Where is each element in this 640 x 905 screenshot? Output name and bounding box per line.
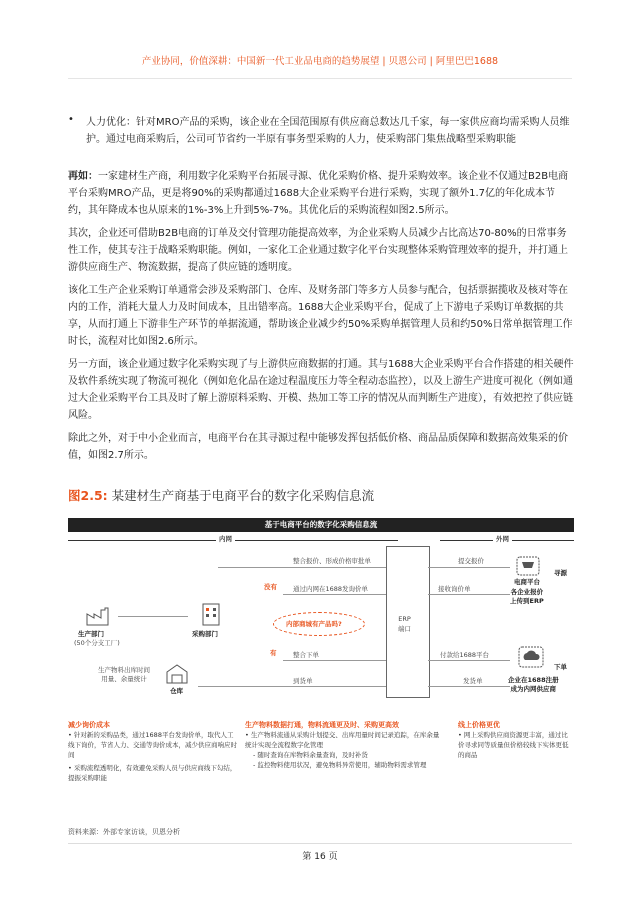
erp-label: ERP 端口 bbox=[398, 615, 411, 633]
warehouse-icon bbox=[166, 664, 188, 684]
diagram-banner: 基于电商平台的数字化采购信息流 bbox=[68, 518, 574, 532]
flow-delivery: 发货单 bbox=[463, 677, 483, 685]
note-head: 减少询价成本 bbox=[68, 721, 110, 729]
footer-divider bbox=[68, 843, 572, 844]
note-item: • 网上采购供应商资源更丰富，通过比价寻求同等质量但价格较线下实体更低的商品 bbox=[458, 731, 569, 759]
note-item: - 随时查询在库物料余量查询，及时补货 bbox=[253, 751, 368, 759]
figure-title bbox=[68, 486, 374, 504]
ordering-label: 下单 bbox=[554, 663, 567, 671]
figure-number: 图2.5: bbox=[68, 488, 108, 503]
flow-line bbox=[428, 686, 510, 687]
bullet-item bbox=[68, 114, 574, 148]
paragraph-3 bbox=[68, 282, 574, 350]
flow-receive-inquiry: 接收询价单 bbox=[438, 585, 471, 593]
bullet-text: 人力优化：针对MRO产品的采购，该企业在全国范围原有供应商总数达几千家，每一家供应商均需采购人员维护。通过电商采购后，公司可节省约一半原有事务型采购的人力，使采购部门集焦战略型采购职能 bbox=[86, 117, 570, 145]
paragraph-2 bbox=[68, 225, 574, 276]
paragraph-text: 除此之外，对于中小企业而言，电商平台在其寻源过程中能够发挥包括低价格、商品品质保障和数据高效集采的价值，如图2.7所示。 bbox=[68, 433, 568, 461]
flow-line bbox=[283, 660, 386, 661]
note-head: 线上价格更优 bbox=[458, 721, 500, 729]
note-col-3 bbox=[458, 720, 574, 760]
bullet-dot: • bbox=[68, 114, 74, 125]
note-head: 生产物料数据打通，物料流通更及时、采购更高效 bbox=[245, 721, 399, 729]
note-item: • 针对新的采购品类，通过1688平台发询价单，取代人工线下询价，节省人力、交通等询价成本，减少供应商响应时间 bbox=[68, 731, 237, 759]
note-text: 随时查询在库物料余量查询，及时补货 bbox=[257, 751, 368, 759]
flow-diagram bbox=[68, 518, 574, 708]
page-number: 第 16 页 bbox=[302, 852, 338, 862]
paragraph-lead: 再如： bbox=[68, 171, 98, 182]
supplier-note: 各企业报价 上传到ERP bbox=[510, 588, 544, 605]
flow-arrival: 到货单 bbox=[293, 677, 313, 685]
paragraph-text: 另一方面，该企业通过数字化采购实现了与上游供应商数据的打通。其与1688大企业采购平台合作搭建的相关硬件及软件系统实现了物流可视化（例如危化品在途过程温度压力等全程动态监控），以及上游生产进度可视化（例如通过大企业采购平台工具及时了解上游原料采购、开模、热加工等工序的情况从而判断生产进度），有效把控了供应链风险。 bbox=[68, 359, 574, 421]
flow-integrate-order: 整合下单 bbox=[293, 651, 319, 659]
paragraph-1 bbox=[68, 168, 574, 219]
outer-label: 外网 bbox=[493, 534, 512, 543]
flow-pay: 付款给1688平台 bbox=[440, 651, 490, 659]
yes-label: 有 bbox=[270, 649, 277, 657]
enterprise-note: 企业在1688注册 成为内网供应商 bbox=[508, 676, 559, 693]
flow-line bbox=[428, 660, 510, 661]
note-text: 网上采购供应商资源更丰富，通过比价寻求同等质量但价格较线下实体更低的商品 bbox=[458, 731, 569, 759]
paragraph-4 bbox=[68, 356, 574, 424]
no-label: 没有 bbox=[264, 583, 277, 591]
paragraph-text: 其次，企业还可借助B2B电商的订单及交付管理功能提高效率，为企业采购人员减少占比高达70-80%的日常事务性工作，使其专注于战略采购职能。例如，一家化工企业通过数字化平台实现整体采购管理效率的提升，并打通上游供应商生产、物流数据，提高了供应链的透明度。 bbox=[68, 228, 568, 273]
note-item: • 生产物料流通从采购计划提交、出库用量时间记录追踪，在库余量统计实现全流程数字化管理 bbox=[245, 731, 440, 749]
flow-inquiry: 通过内网在1688发询价单 bbox=[293, 585, 369, 593]
purchase-dept: 采购部门 bbox=[192, 630, 218, 638]
flow-line bbox=[218, 567, 386, 568]
flow-usage: 生产物料出库时间 用量、余量统计 bbox=[98, 666, 150, 683]
cloud-icon bbox=[518, 646, 544, 668]
flow-line bbox=[428, 567, 510, 568]
note-item: - 监控物料使用状况，避免物料异常使用，辅助物料需求管理 bbox=[253, 761, 427, 769]
flow-line bbox=[428, 594, 510, 595]
flow-line bbox=[118, 616, 188, 617]
paragraph-5 bbox=[68, 430, 574, 464]
flow-submit-quote: 提交报价 bbox=[458, 557, 484, 565]
flow-line bbox=[198, 686, 386, 687]
note-text: 采购流程透明化，有效避免采购人员与供应商线下勾结，提振采购职能 bbox=[68, 764, 237, 782]
question-label: 内部商城有产品吗? bbox=[286, 620, 342, 628]
flow-line bbox=[283, 594, 386, 595]
building-icon bbox=[200, 602, 222, 626]
factory-icon bbox=[86, 606, 114, 626]
note-item: • 采购流程透明化，有效避免采购人员与供应商线下勾结，提振采购职能 bbox=[68, 764, 237, 782]
source-note: 资料来源：外部专家访谈，贝恩分析 bbox=[68, 828, 180, 836]
sourcing-label: 寻源 bbox=[554, 569, 567, 577]
paragraph-text: 一家建材生产商，利用数字化采购平台拓展寻源、优化采购价格、提升采购效率。该企业不仅通过B2B电商平台采购MRO产品，更是将90%的采购都通过1688大企业采购平台进行采购，实现了额外1.7亿的年化成本节约，其年降成本也从原来的1%-3%上升到5%-7%。其优化后的采购流程如图2.5所示。 bbox=[68, 171, 569, 216]
paragraph-text: 该化工生产企业采购订单通常会涉及采购部门、仓库、及财务部门等多方人员参与配合，包括票据揽收及核对等在内的工作，消耗大量人力及时间成本，且出错率高。1688大企业采购平台，促成了上下游电子采购订单数据的共享，从而打通上下游非生产环节的单据流通，帮助该企业减少约50%采购单据管理人员和约50%日常单据管理工作时长，流程对比如图2.6所示。 bbox=[68, 285, 573, 347]
page-header: 产业协同，价值深耕：中国新一代工业品电商的趋势展望 | 贝恩公司 | 阿里巴巴1688 bbox=[141, 56, 499, 67]
production-dept: 生产部门 bbox=[78, 630, 104, 638]
note-text: 监控物料使用状况，避免物料异常使用，辅助物料需求管理 bbox=[257, 761, 427, 769]
note-col-1 bbox=[68, 720, 238, 783]
note-col-2 bbox=[245, 720, 445, 770]
flow-quote-form: 整合报价、形成价格审批单 bbox=[293, 557, 371, 565]
body-paragraphs bbox=[68, 168, 574, 464]
note-text: 生产物料流通从采购计划提交、出库用量时间记录追踪，在库余量统计实现全流程数字化管理 bbox=[245, 731, 440, 749]
warehouse-label: 仓库 bbox=[170, 687, 183, 695]
cart-icon bbox=[516, 556, 540, 576]
inner-label: 内网 bbox=[216, 534, 235, 543]
platform-label: 电商平台 bbox=[514, 578, 540, 586]
header-divider bbox=[68, 78, 572, 79]
note-text: 针对新的采购品类，通过1688平台发询价单，取代人工线下询价，节省人力、交通等询价成本，减少供应商响应时间 bbox=[68, 731, 237, 759]
production-sub: (50个分支工厂) bbox=[74, 639, 120, 647]
figure-caption: 某建材生产商基于电商平台的数字化采购信息流 bbox=[111, 488, 375, 503]
